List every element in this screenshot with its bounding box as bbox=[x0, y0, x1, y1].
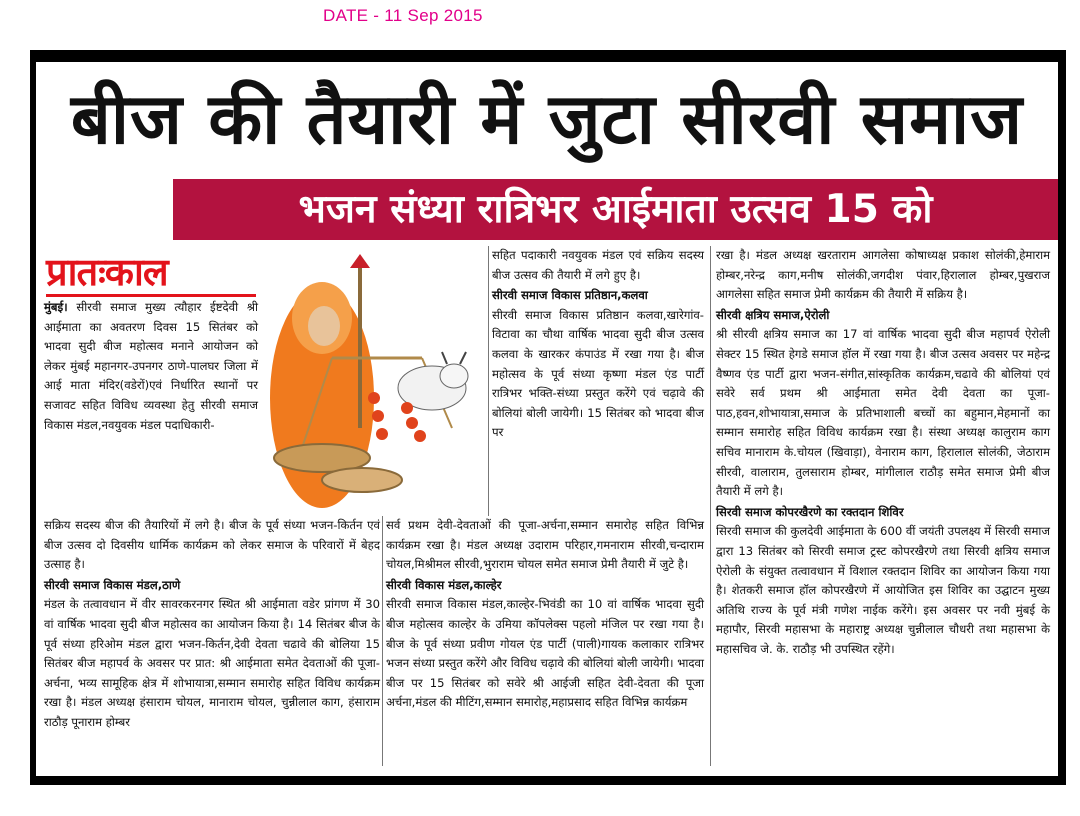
column-1-wide bbox=[44, 516, 380, 733]
column-1 bbox=[44, 298, 258, 435]
paragraph: सहित पदाकारी नवयुवक मंडल एवं सक्रिय सदस्य बीज उत्सव की तैयारी में लगे हुए है। bbox=[492, 248, 704, 282]
column-divider bbox=[382, 516, 383, 766]
paragraph: सक्रिय सदस्य बीज की तैयारियों में लगे है। बीज के पूर्व संध्या भजन-किर्तन एवं बीज उत्सव दो दिवसीय धार्मिक कार्यक्रम को लेकर समाज के परिवारों में बेहद उत्साह है। bbox=[44, 518, 380, 572]
column-2-wide bbox=[386, 516, 704, 713]
aimata-photo bbox=[262, 248, 484, 516]
date-label: DATE - 11 Sep 2015 bbox=[323, 6, 483, 25]
paragraph: मंडल के तत्वावधान में वीर सावरकरनगर स्थित श्री आईमाता वडेर प्रांगण में 30 वां वार्षिक भादवा सुदी बीज महोत्सव का आयोजन किया है। 14 सितंबर बीज के पूर्व संध्या हरिओम मंडल द्वारा भजन-किर्तन,देवी देवता चढावे की बोलिया 15 सितंबर बीज महापर्व के अवसर पर प्रात: श्री आईमाता समेत देवताओं की पूजा-अर्चना, भव्य सामूहिक क्षेत्र में शोभायात्रा,सम्मान समारोह सहित विविध कार्यक्रम रखा है। मंडल अध्यक्ष हंसाराम चोयल, मानाराम चोयल, चुन्नीलाल काग, हंसाराम राठौड़ पूनाराम होम्बर bbox=[44, 597, 380, 729]
section-heading-blood-donation: सिरवी समाज कोपरखैरणे का रक्तदान शिविर bbox=[716, 504, 904, 519]
section-heading-thane: सीरवी समाज विकास मंडल,ठाणे bbox=[44, 577, 181, 592]
newspaper-logo: प्रातःकाल bbox=[46, 250, 256, 297]
section-heading-kalwa: सीरवी समाज विकास प्रतिष्ठान,कलवा bbox=[492, 288, 648, 303]
section-heading-kalher: सीरवी विकास मंडल,काल्हेर bbox=[386, 577, 502, 592]
paragraph: सर्व प्रथम देवी-देवताओं की पूजा-अर्चना,सम्मान समारोह सहित विभिन्न कार्यक्रम रखा है। मंडल अध्यक्ष उदाराम परिहार,गमनाराम सीरवी,चन्दाराम चोयल,मिश्रीमल सीरवी,भुराराम चोयल समेत समाज प्रेमी तैयारी में जुटे है। bbox=[386, 518, 704, 572]
column-divider bbox=[488, 246, 489, 516]
column-3 bbox=[716, 246, 1050, 659]
column-divider bbox=[710, 246, 711, 766]
column-2 bbox=[492, 246, 704, 443]
paragraph: सीरवी समाज विकास मंडल,काल्हेर-भिवंडी का 10 वां वार्षिक भादवा सुदी बीज महोत्सव काल्हेर के उमिया कॉपलेक्स पहलो मंजिल पर रखा गया है। बीज के पूर्व संध्या प्रवीण गोयल एंड पार्टी (पाली)गायक कलाकार रात्रिभर भजन संध्या प्रस्तुत करेंगे और विविध चढ़ावे की बोलियां बोली जायेगी। भादवा बीज पर 15 सितंबर को सवेरे श्री आईजी सहित देवी-देवता की पूजा अर्चना,मंडल की मीटिंग,सम्मान समारोह,महाप्रसाद सहित विभिन्न कार्यक्रम bbox=[386, 597, 704, 710]
paragraph: सीरवी समाज विकास प्रतिष्ठान कलवा,खारेगांव-विटावा का चौथा वार्षिक भादवा सुदी बीज उत्सव कलवा के खारकर कंपाउंड में रखा गया है। बीज महोत्सव के पूर्व संध्या कृष्णा मंडल एंड पार्टी रात्रिभर भक्ति-संध्या प्रस्तुत करेंगे एवं चढ़ावे की बोलियां बोली जायेगी। 15 सितंबर को भादवा बीज पर bbox=[492, 307, 704, 440]
subheadline-bar: भजन संध्या रात्रिभर आईमाता उत्सव 15 को bbox=[173, 179, 1058, 240]
intro-place: मुंबई। bbox=[44, 300, 68, 314]
paragraph: रखा है। मंडल अध्यक्ष खरताराम आगलेसा कोषाध्यक्ष प्रकाश सोलंकी,हेमाराम होम्बर,नरेन्द्र काग,मनीष सोलंकी,जगदीश पंवार,हिरालाल होम्बर,पुखराज आगलेसा सहित समाज प्रेमी कार्यक्रम की तैयारी में सक्रिय है। bbox=[716, 248, 1050, 302]
section-heading-airoli: सीरवी क्षत्रिय समाज,ऐरोली bbox=[716, 307, 830, 322]
headline: बीज की तैयारी में जुटा सीरवी समाज bbox=[70, 78, 1024, 160]
intro-text: सीरवी समाज मुख्य त्यौहार ईष्टदेवी श्री आईमाता का अवतरण दिवस 15 सितंबर को भादवा सुदी बीज महोत्सव मनाने आयोजन को लेकर मुंबई महानगर-उपनगर ठाणे-पालघर जिला में आई माता मंदिर(वडेरों)एवं निर्धारित स्थानों पर सजावट सहित विविध व्यवस्था हेतु सीरवी समाज विकास मंडल,नवयुवक मंडल पदाधिकारी- bbox=[44, 300, 259, 432]
paragraph: सिरवी समाज की कुलदेवी आईमाता के 600 वीं जयंती उपलक्ष्य में सिरवी समाज द्वारा 13 सितंबर को सिरवी समाज ट्रस्ट कोपरखैरणे तथा सिरवी क्षत्रिय समाज ऐरोली के संयुक्त तत्वावधान में विशाल रक्तदान शिविर का आयोजन किया गया है। शेतकरी समाज हॉल कोपरखैरणे में आयोजित इस शिविर का उद्घाटन मुख्य अतिथि राज्य के पूर्व मंत्री गणेश नाईक करेंगे। इस अवसर पर नवी मुंबई के महापौर, सिरवी महासभा के महाराष्ट्र अध्यक्ष चुन्नीलाल चौधरी तथा महासभा के महासचिव जे. के. राठौड़ भी उपस्थित रहेंगे। bbox=[716, 524, 1050, 656]
newspaper-clipping bbox=[36, 62, 1058, 776]
paragraph: श्री सीरवी क्षत्रिय समाज का 17 वां वार्षिक भादवा सुदी बीज महापर्व ऐरोली सेक्टर 15 स्थित हेगडे समाज हॉल में रखा गया है। बीज उत्सव अवसर पर महेन्द्र वैष्णव एंड पार्टी द्वारा भजन-संगीत,सांस्कृतिक कार्यक्रम,चढावे की बोलियां एवं सवेरे सर्व प्रथम श्री आईमाता समेत देवी देवता का पूजा-पाठ,हवन,शोभायात्रा,समाज के प्रतिभाशाली बच्चों का बहुमान,मेहमानों का सम्मान समारोह सहित विविध कार्यक्रम रखा है। संस्था अध्यक्ष कालुराम काग सचिव मानाराम के.चोयल (खिवाड़ा), वेनाराम काग, हिरालाल सोलंकी, जेठाराम सीरवी, वालाराम, तुलसाराम होम्बर, मांगीलाल राठौड़ समेत समाज प्रेमी बीज तैयारी में लगे है। bbox=[716, 327, 1050, 499]
